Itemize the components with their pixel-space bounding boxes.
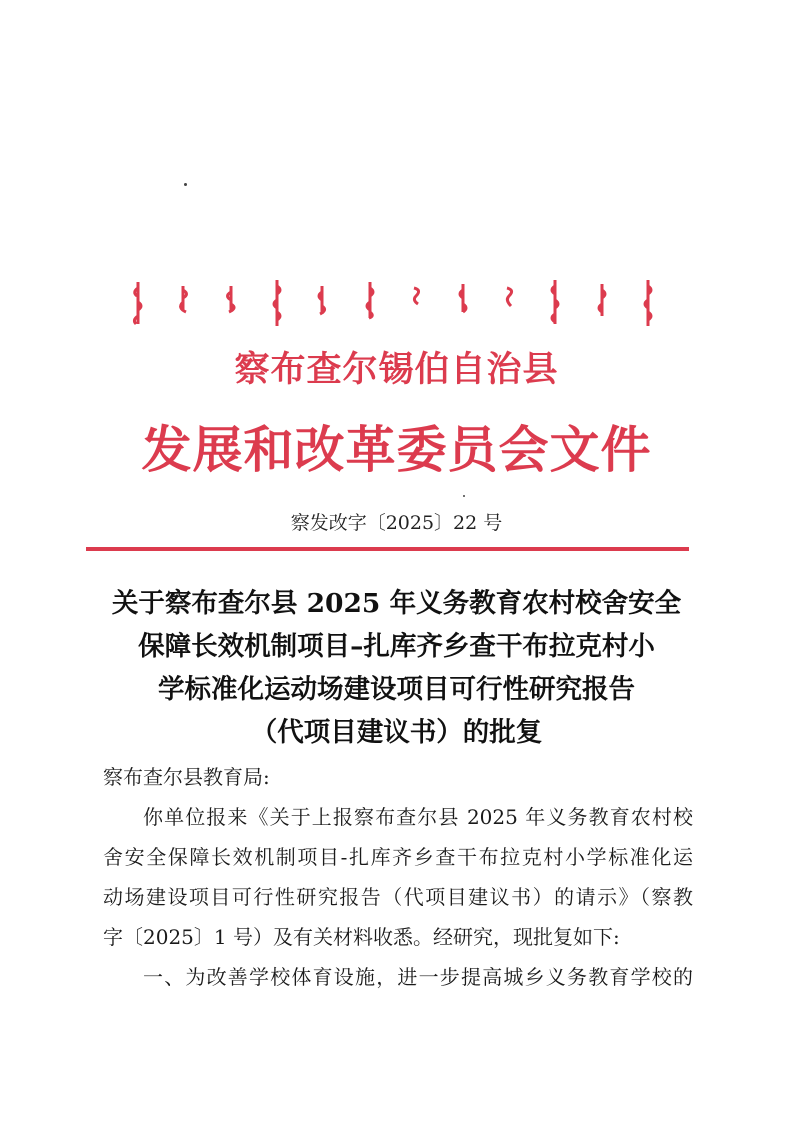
paragraph-line: 舍安全保障长效机制项目-扎库齐乡查干布拉克村小学标准化运 — [103, 845, 693, 869]
mongolian-word — [360, 278, 380, 330]
title-line: 学标准化运动场建设项目可行性研究报告 — [158, 674, 635, 705]
document-type-heading: 发展和改革委员会文件 — [141, 421, 652, 479]
salutation: 察布查尔县教育局: — [103, 765, 270, 789]
red-separator-line — [86, 547, 689, 551]
scan-speck — [463, 495, 465, 497]
mongolian-word — [221, 278, 241, 330]
paragraph-line: 动场建设项目可行性研究报告（代项目建议书）的请示》（察教 — [103, 885, 693, 909]
paragraph-line: 一、为改善学校体育设施，进一步提高城乡义务教育学校的 — [143, 965, 693, 989]
mongolian-word — [267, 278, 287, 330]
mongolian-word — [128, 278, 148, 330]
document-title — [78, 582, 715, 754]
mongolian-word — [638, 278, 658, 330]
mongolian-word — [313, 278, 333, 330]
title-line: 关于察布查尔县 2025 年义务教育农村校舍安全 — [111, 588, 682, 619]
mongolian-word — [174, 278, 194, 330]
paragraph-line: 字〔2025〕1 号）及有关材料收悉。经研究，现批复如下: — [103, 925, 620, 949]
issuing-authority-name: 察布查尔锡伯自治县 — [234, 350, 559, 390]
paragraph-line: 你单位报来《关于上报察布查尔县 2025 年义务教育农村校 — [143, 805, 693, 829]
scan-speck — [184, 183, 187, 186]
mongolian-word — [453, 278, 473, 330]
mongolian-script-header — [128, 278, 658, 330]
title-line: （代项目建议书）的批复 — [250, 717, 543, 748]
document-body — [103, 757, 693, 997]
mongolian-word — [499, 278, 519, 330]
document-number: 察发改字〔2025〕22 号 — [290, 512, 503, 534]
mongolian-word — [406, 278, 426, 330]
mongolian-word — [545, 278, 565, 330]
title-line: 保障长效机制项目–扎库齐乡查干布拉克村小 — [138, 631, 655, 662]
mongolian-word — [592, 278, 612, 330]
